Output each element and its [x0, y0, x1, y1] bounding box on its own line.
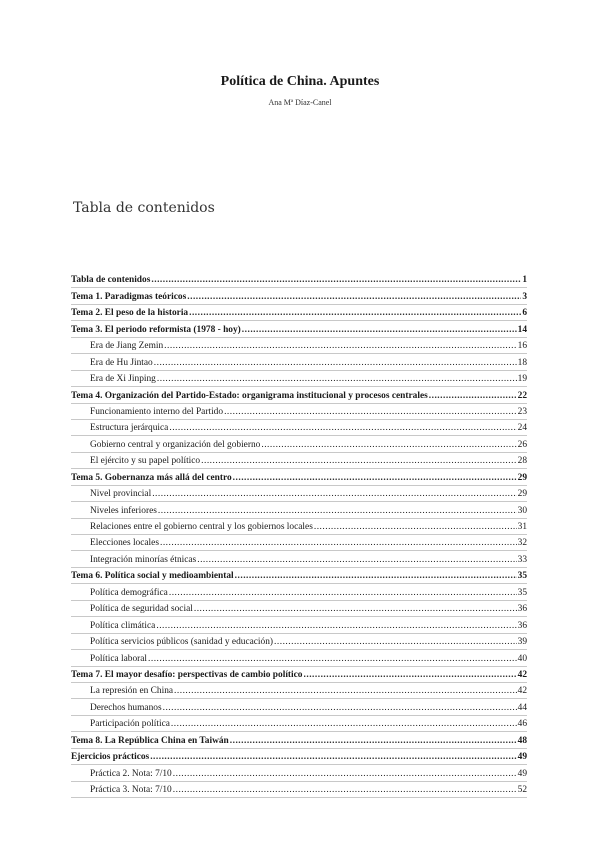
- toc-entry[interactable]: [71, 732, 527, 748]
- toc-entry-page: 6: [522, 308, 527, 319]
- toc-entry-title: El ejército y su papel político: [90, 456, 201, 467]
- toc-dot-leader: [189, 307, 521, 319]
- toc-dot-leader: [156, 620, 516, 632]
- toc-dot-leader: [230, 735, 517, 747]
- toc-entry-title: Tema 3. El periodo reformista (1978 - hoy): [71, 324, 241, 335]
- toc-entry-title: Relaciones entre el gobierno central y los gobiernos locales: [90, 522, 313, 532]
- toc-dot-leader: [171, 718, 517, 730]
- toc-entry-title: Política de seguridad social: [90, 604, 193, 615]
- toc-entry-page: 28: [517, 456, 527, 467]
- toc-entry-page: 29: [517, 489, 527, 500]
- toc-entry-title: La represión en China: [90, 686, 174, 697]
- toc-entry-title: Tema 2. El peso de la historia: [71, 308, 189, 319]
- toc-entry-title: Política servicios públicos (sanidad y educación): [90, 637, 274, 648]
- toc-entry-page: 35: [517, 587, 527, 598]
- toc-entry-page: 19: [517, 374, 527, 385]
- toc-entry-title: Tema 7. El mayor desafío: perspectivas de cambio político: [71, 669, 303, 680]
- toc-entry-page: 52: [517, 785, 527, 795]
- toc-entry[interactable]: [71, 436, 527, 452]
- toc-dot-leader: [158, 505, 517, 517]
- toc-entry-page: 36: [517, 620, 527, 631]
- toc-dot-leader: [148, 653, 517, 665]
- toc-entry[interactable]: [71, 420, 527, 436]
- toc-entry[interactable]: [71, 354, 527, 370]
- toc-entry-page: 16: [517, 341, 527, 352]
- toc-entry[interactable]: [71, 601, 527, 617]
- toc-entry[interactable]: [71, 683, 527, 699]
- toc-entry-title: Era de Jiang Zemin: [90, 341, 164, 352]
- toc-entry-page: 26: [517, 439, 527, 450]
- toc-entry[interactable]: [71, 371, 527, 387]
- toc-entry[interactable]: [71, 387, 527, 403]
- toc-entry[interactable]: [71, 486, 527, 502]
- toc-entry[interactable]: [71, 519, 527, 535]
- toc-dot-leader: [201, 455, 517, 467]
- toc-entry[interactable]: [71, 551, 527, 567]
- toc-entry-page: 32: [517, 538, 527, 549]
- toc-entry-page: 40: [517, 653, 527, 664]
- toc-entry-title: Tema 8. La República China en Taiwán: [71, 735, 229, 746]
- toc-dot-leader: [197, 554, 516, 566]
- toc-dot-leader: [157, 373, 517, 385]
- toc-entry-title: Política demográfica: [90, 587, 168, 598]
- toc-entry-page: 48: [517, 735, 527, 746]
- toc-entry-title: Gobierno central y organización del gobierno: [90, 439, 261, 450]
- toc-entry-title: Política laboral: [90, 653, 148, 664]
- toc-entry-page: 49: [517, 752, 527, 763]
- toc-entry-page: 42: [517, 686, 527, 697]
- toc-entry-page: 49: [517, 768, 527, 779]
- toc-entry-title: Nivel provincial: [90, 489, 152, 500]
- toc-dot-leader: [150, 751, 516, 763]
- toc-dot-leader: [187, 291, 521, 303]
- toc-entry-page: 23: [517, 406, 527, 417]
- toc-entry[interactable]: [71, 782, 527, 798]
- toc-entry[interactable]: [71, 288, 527, 304]
- toc-dot-leader: [152, 488, 516, 500]
- toc-entry-page: 29: [517, 472, 527, 483]
- toc-entry[interactable]: [71, 716, 527, 732]
- toc-entry-title: Niveles inferiores: [90, 505, 157, 516]
- toc-entry-page: 18: [517, 357, 527, 368]
- toc-heading: Tabla de contenidos: [73, 200, 215, 216]
- toc-entry-title: Participación política: [90, 719, 170, 730]
- toc-entry-page: 42: [517, 669, 527, 680]
- toc-entry[interactable]: [71, 272, 527, 288]
- toc-entry-page: 33: [517, 554, 527, 565]
- toc-entry[interactable]: [71, 321, 527, 337]
- toc-entry[interactable]: [71, 469, 527, 485]
- toc-dot-leader: [151, 274, 521, 286]
- toc-entry[interactable]: [71, 749, 527, 765]
- toc-entry[interactable]: [71, 568, 527, 584]
- toc-entry-page: 24: [517, 423, 527, 434]
- toc-dot-leader: [169, 587, 517, 599]
- toc-dot-leader: [304, 669, 517, 681]
- toc-dot-leader: [274, 636, 517, 648]
- toc-entry-title: Ejercicios prácticos: [71, 752, 150, 763]
- toc-dot-leader: [160, 537, 517, 549]
- toc-entry[interactable]: [71, 584, 527, 600]
- toc-entry-page: 39: [517, 637, 527, 648]
- toc-entry-title: Política climática: [90, 620, 156, 631]
- toc-entry-title: Tema 6. Política social y medioambiental: [71, 571, 234, 582]
- toc-entry-title: Práctica 2. Nota: 7/10: [90, 768, 172, 779]
- toc-dot-leader: [163, 702, 517, 714]
- toc-entry-title: Derechos humanos: [90, 702, 162, 713]
- toc-entry[interactable]: [71, 338, 527, 354]
- toc-entry[interactable]: [71, 305, 527, 321]
- toc-entry[interactable]: [71, 535, 527, 551]
- toc-dot-leader: [154, 357, 517, 369]
- toc-entry[interactable]: [71, 502, 527, 518]
- toc-entry-page: 22: [517, 390, 527, 401]
- toc-dot-leader: [261, 439, 516, 451]
- toc-dot-leader: [429, 390, 517, 402]
- toc-entry[interactable]: [71, 453, 527, 469]
- document-author: Ana Mª Díaz-Canel: [268, 98, 332, 107]
- toc-entry-title: Era de Hu Jintao: [90, 357, 153, 368]
- toc-entry[interactable]: [71, 699, 527, 715]
- toc-entry[interactable]: [71, 650, 527, 666]
- toc-entry[interactable]: [71, 634, 527, 650]
- toc-entry[interactable]: [71, 404, 527, 420]
- toc-dot-leader: [233, 472, 517, 484]
- toc-entry-page: 35: [517, 571, 527, 582]
- toc-dot-leader: [235, 570, 517, 582]
- toc-dot-leader: [173, 768, 517, 780]
- toc-entry[interactable]: [71, 765, 527, 781]
- toc-dot-leader: [174, 685, 517, 697]
- toc-entry[interactable]: [71, 667, 527, 683]
- toc-entry-page: 36: [517, 604, 527, 615]
- toc-entry-page: 30: [517, 505, 527, 516]
- toc-entry-title: Tema 1. Paradigmas teóricos: [71, 291, 187, 302]
- toc-entry-page: 44: [517, 702, 527, 713]
- toc-dot-leader: [173, 784, 517, 796]
- toc-entry-page: 46: [517, 719, 527, 730]
- table-of-contents: [71, 272, 527, 798]
- toc-dot-leader: [224, 406, 517, 418]
- toc-entry-title: Funcionamiento interno del Partido: [90, 406, 224, 417]
- toc-dot-leader: [242, 324, 517, 336]
- toc-entry-page: 3: [522, 291, 527, 302]
- toc-entry-title: Tema 4. Organización del Partido-Estado: organigrama institucional y procesos centrales: [71, 390, 428, 401]
- toc-entry[interactable]: [71, 617, 527, 633]
- toc-entry-title: Era de Xi Jinping: [90, 374, 156, 385]
- toc-entry-title: Estructura jerárquica: [90, 423, 169, 434]
- toc-entry-title: Práctica 3. Nota: 7/10: [90, 785, 172, 795]
- toc-entry-page: 1: [522, 275, 527, 286]
- toc-entry-page: 14: [517, 324, 527, 335]
- toc-entry-title: Integración minorías étnicas: [90, 554, 197, 565]
- toc-entry-page: 31: [517, 522, 527, 532]
- toc-dot-leader: [169, 422, 516, 434]
- toc-dot-leader: [194, 603, 517, 615]
- toc-dot-leader: [164, 340, 516, 352]
- toc-dot-leader: [314, 521, 517, 533]
- toc-entry-title: Tema 5. Gobernanza más allá del centro: [71, 472, 232, 483]
- toc-entry-title: Elecciones locales: [90, 538, 159, 549]
- document-title: Política de China. Apuntes: [220, 74, 380, 89]
- toc-entry-title: Tabla de contenidos: [71, 275, 151, 286]
